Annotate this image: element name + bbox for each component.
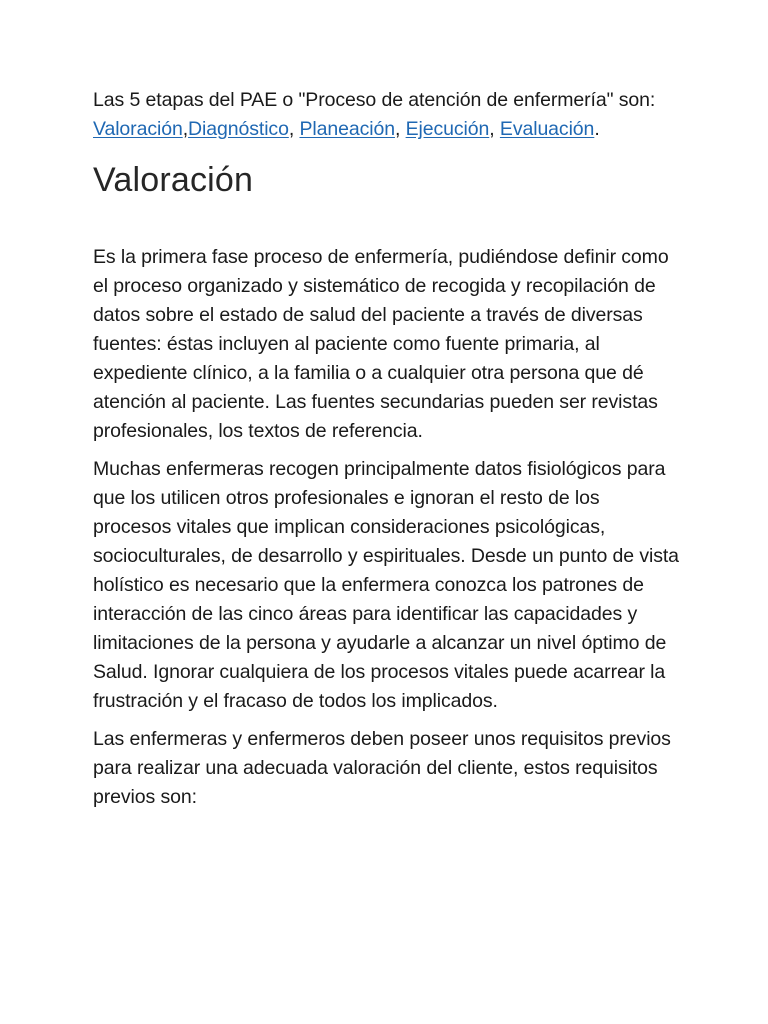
intro-text: Las 5 etapas del PAE o "Proceso de atención de enfermería" son: xyxy=(93,89,656,111)
link-planeacion[interactable]: Planeación xyxy=(299,118,395,140)
link-ejecucion[interactable]: Ejecución xyxy=(405,118,490,140)
intro-separator: , xyxy=(182,118,189,140)
section-heading: Valoración xyxy=(93,161,254,199)
body-paragraph-1: Es la primera fase proceso de enfermería, pudiéndose definir como el proceso organizado y sistemático de recogida y recopilación de datos sobre el estado de salud del paciente a través de diversas fuentes: éstas incluyen al paciente como fuente primaria, al expediente clínico, a la familia o a cualquier otra persona que dé atención al paciente. Las fuentes secundarias pueden ser revistas profesionales, los textos de referencia. xyxy=(93,246,669,442)
document-page xyxy=(93,86,683,812)
intro-paragraph xyxy=(93,86,683,144)
body-paragraph-2: Muchas enfermeras recogen principalmente datos fisiológicos para que los utilicen otros profesionales e ignoran el resto de los procesos vitales que implican consideraciones psicológicas, socioculturales, de desarrollo y espirituales. Desde un punto de vista holístico es necesario que la enfermera conozca los patrones de interacción de las cinco áreas para identificar las capacidades y limitaciones de la persona y ayudarle a alcanzar un nivel óptimo de Salud. Ignorar cualquiera de los procesos vitales puede acarrear la frustración y el fracaso de todos los implicados. xyxy=(93,458,679,712)
link-valoracion[interactable]: Valoración xyxy=(93,118,183,140)
link-evaluacion[interactable]: Evaluación xyxy=(499,118,595,140)
intro-separator: . xyxy=(594,118,600,140)
body-paragraph-3: Las enfermeras y enfermeros deben poseer unos requisitos previos para realizar una adecuada valoración del cliente, estos requisitos previos son: xyxy=(93,728,671,808)
intro-separator: , xyxy=(489,118,500,140)
intro-separator: , xyxy=(288,118,300,140)
link-diagnostico[interactable]: Diagnóstico xyxy=(188,118,289,140)
intro-separator: , xyxy=(394,118,406,140)
